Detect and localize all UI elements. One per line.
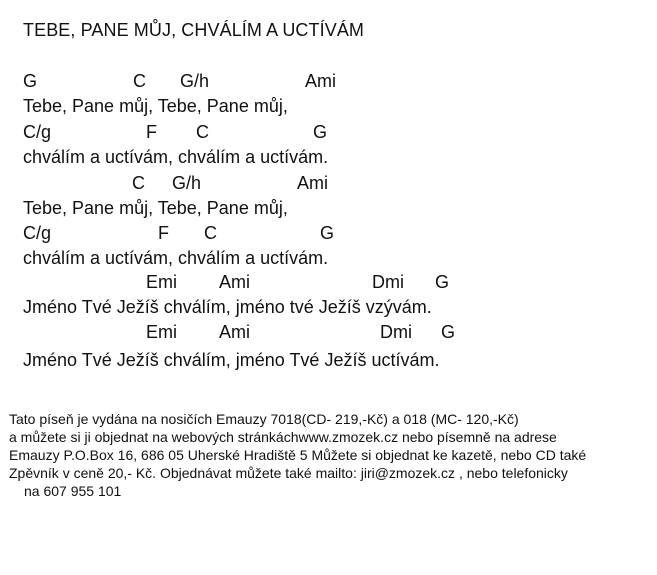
chord: C	[196, 122, 209, 142]
song-title: TEBE, PANE MŮJ, CHVÁLÍM A UCTÍVÁM	[23, 20, 365, 40]
chord: C/g	[23, 122, 52, 142]
chord: G	[313, 122, 328, 142]
note-line: Tato píseň je vydána na nosičích Emauzy 7018(CD- 219,-Kč) a 018 (MC- 120,-Kč)	[9, 411, 519, 427]
chord: F	[146, 122, 157, 142]
chord: G/h	[180, 71, 210, 91]
lyric-line: Tebe, Pane můj, Tebe, Pane můj,	[23, 96, 288, 116]
chord: G	[441, 322, 456, 342]
chord: Emi	[146, 272, 177, 292]
chord: G	[320, 223, 335, 243]
chord: Ami	[305, 71, 336, 91]
publication-note	[9, 410, 586, 500]
chord: C	[132, 173, 145, 193]
note-line: a můžete si ji objednat na webových stránkáchwww.zmozek.cz nebo písemně na adrese	[9, 429, 557, 445]
phone-line: na 607 955 101	[24, 483, 122, 499]
chord: C	[204, 223, 217, 243]
lyric-line: Jméno Tvé Ježíš chválím, jméno Tvé Ježíš uctívám.	[23, 350, 440, 370]
chord: Ami	[219, 322, 250, 342]
lyric-line: chválím a uctívám, chválím a uctívám.	[23, 248, 329, 268]
chord: Emi	[146, 322, 177, 342]
lyric-line: chválím a uctívám, chválím a uctívám.	[23, 147, 329, 167]
chord: C/g	[23, 223, 52, 243]
note-line: Zpěvník v ceně 20,- Kč. Objednávat můžete také mailto: jiri@zmozek.cz , nebo telefonicky	[9, 465, 568, 481]
chord: G	[435, 272, 450, 292]
chord: Dmi	[380, 322, 412, 342]
chord: F	[158, 223, 169, 243]
chord: Dmi	[372, 272, 404, 292]
chord: G	[23, 71, 38, 91]
lyric-line: Jméno Tvé Ježíš chválím, jméno tvé Ježíš vzývám.	[23, 297, 432, 317]
chord: Ami	[219, 272, 250, 292]
chord: Ami	[297, 173, 328, 193]
chord: C	[133, 71, 146, 91]
lyric-line: Tebe, Pane můj, Tebe, Pane můj,	[23, 198, 288, 218]
note-line: Emauzy P.O.Box 16, 686 05 Uherské Hradiště 5 Můžete si objednat ke kazetě, nebo CD také	[9, 447, 587, 463]
chord: G/h	[172, 173, 202, 193]
